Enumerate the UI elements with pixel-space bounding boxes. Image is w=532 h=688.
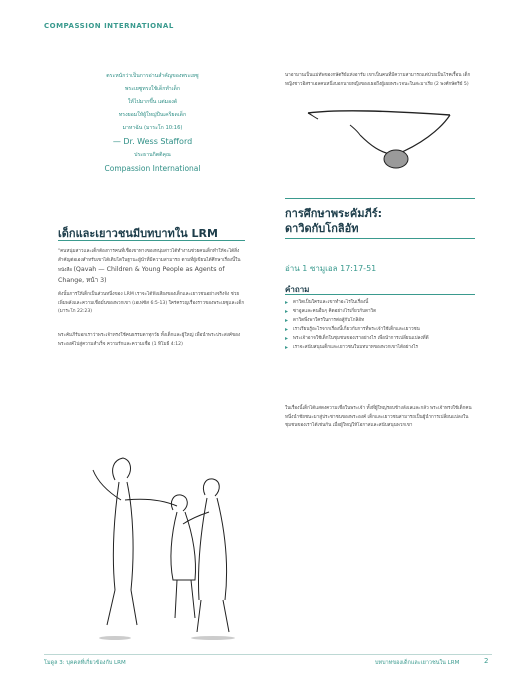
question-list <box>285 298 475 352</box>
heading-line-1: การศึกษาพระคัมภีร์: <box>285 207 383 220</box>
quote-line: พระเยซูทรงใช้เด็กทำเด็ก <box>124 86 181 92</box>
heading-rule-top <box>285 198 475 199</box>
question-text: เราจะสนับสนุนเด็กและเยาวชนในบทบาทของพวกเขาได้อย่างไร <box>293 345 418 350</box>
question-text: พระเจ้าอาจใช้เด็กในชุมชนของเราอย่างไร เพื่อนำการเปลี่ยนแปลงที่ดี <box>293 336 429 341</box>
quote-line: ให้ไปมากขึ้น แต่มองด้ <box>127 99 178 105</box>
left-paragraph-1 <box>58 248 245 286</box>
people-illustration <box>85 440 250 640</box>
running-header: COMPASSION INTERNATIONAL <box>44 22 174 30</box>
arrow-icon: ▸ <box>285 299 289 306</box>
arrow-icon: ▸ <box>285 344 289 351</box>
left-paragraph-2: ดังนั้นการให้เด็กเป็นส่วนหนึ่งของ LRM เราจะได้ฟังเสียงของเด็กและเยาวชนอย่างจริงจัง ช่วยเพิ่มพลังและความเชื่อมั่นของพวกเขา (เอเฟซัส 6:5-13) ใคร่ครวญเรื่องราวของพระเยซูและเด็ก (มาระโก 22:23) <box>58 292 245 315</box>
arrow-icon: ▸ <box>285 308 289 315</box>
quote-line: ทรงยอมให้ผู้ใหญ่ปีนเครียดเด็ก <box>118 112 187 118</box>
right-intro-paragraph: นาอามานเป็นแม่ทัพของกษัตริย์แห่งอารัม เขาเป็นคนที่มีความสามารถแต่ป่วยเป็นโรคเรื้อน เด็กหญิงชาวอิสราเอลคนหนึ่งบอกนายหญิงของเธอถึงผู้เผยพระวจนะในสะมาเรีย (2 พงศ์กษัตริย์ 5) <box>285 73 471 87</box>
list-item <box>285 307 475 316</box>
right-closing-paragraph: ในเรื่องนี้เด็กได้แสดงความเชื่อในพระเจ้า ทั้งที่ผู้ใหญ่รอบข้างลังเลและกลัว พระเจ้าทรงใช้เด็กคนหนึ่งนำชัยชนะมาสู่ประชาชนของพระองค์ เด็กและเยาวชนสามารถเป็นผู้นำการเปลี่ยนแปลงในชุมชนของเราได้เช่นกัน เมื่อผู้ใหญ่ให้โอกาสและสนับสนุนพวกเขา <box>285 406 472 429</box>
heading-underline <box>58 240 245 241</box>
question-text: เราเรียนรู้อะไรจากเรื่องนี้เกี่ยวกับการที่พระเจ้าใช้เด็กและเยาวชน <box>293 327 420 332</box>
quote-line: มาหาฉัน (มาระโก 10:16) <box>122 125 183 131</box>
question-text: ดาวิดเป็นใครและเขาทำอะไรในเรื่องนี้ <box>293 300 369 305</box>
footer-section-title: บทบาทของเด็กและเยาวชนใน LRM <box>375 660 460 666</box>
left-paragraph-3: พระคัมภีร์บอกเราว่าพระเจ้าทรงใช้คนธรรมดาทุกวัย ทั้งเด็กและผู้ใหญ่ เพื่อนำพระประสงค์ของพระองค์ไปสู่ความสำเร็จ ความรักและความเชื่อ (1 ทิโมธี 4:12) <box>58 333 241 347</box>
list-item <box>285 316 475 325</box>
question-text: ดาวิดพึ่งพาใครในการต่อสู้กับโกลิอัท <box>293 318 365 323</box>
list-item <box>285 325 475 334</box>
paragraph-text: "คนหนุ่มสาวและเด็กต้องการคนที่เชื่อเขาทางของหนุ่มสาวได้ทำงานช่วยคนเด็กทำให้จะได้สิ่งสำคัญต่อเองสำหรับเขาได้เติบโตในฐานะผู้นำที่มีความสามารถ ตามที่ผู้เขียนได้ศึกษาเรื่องนี้ในหนังสือ <box>58 249 241 274</box>
arrow-icon: ▸ <box>285 326 289 333</box>
question-text: ซาอูลและคนอื่นๆ คิดอย่างไรเกี่ยวกับดาวิด <box>293 309 377 314</box>
citation: (Qavah — Children & Young People as Agents of Change, หน้า 3) <box>58 266 225 284</box>
heading-line-2: ดาวิดกับโกลิอัท <box>285 222 359 235</box>
heading-rule-bottom <box>285 238 475 239</box>
quote-role: ประธานกิตติคุณ <box>134 152 171 158</box>
sling-illustration <box>300 105 470 180</box>
arrow-icon: ▸ <box>285 335 289 342</box>
questions-underline <box>285 294 475 295</box>
footer-rule <box>44 654 492 655</box>
list-item <box>285 334 475 343</box>
quote-org: Compassion International <box>104 164 201 173</box>
questions-title: คำถาม <box>285 285 310 294</box>
list-item <box>285 343 475 352</box>
arrow-icon: ▸ <box>285 317 289 324</box>
pull-quote <box>60 70 245 175</box>
section-heading-left: เด็กและเยาวชนมีบทบาทใน LRM <box>58 227 218 240</box>
page-number: 2 <box>484 657 489 665</box>
reading-reference: อ่าน 1 ซามูเอล 17:17-51 <box>285 264 377 273</box>
list-item <box>285 298 475 307</box>
quote-line: ตระหนักว่าเป็นการอ่านสำคัญของพระเยซู <box>106 73 199 79</box>
footer-module-title: โมดูล 3: บุคคลที่เกี่ยวข้องกับ LRM <box>44 660 126 666</box>
quote-author: — Dr. Wess Stafford <box>112 137 193 146</box>
bible-study-heading <box>285 206 475 236</box>
